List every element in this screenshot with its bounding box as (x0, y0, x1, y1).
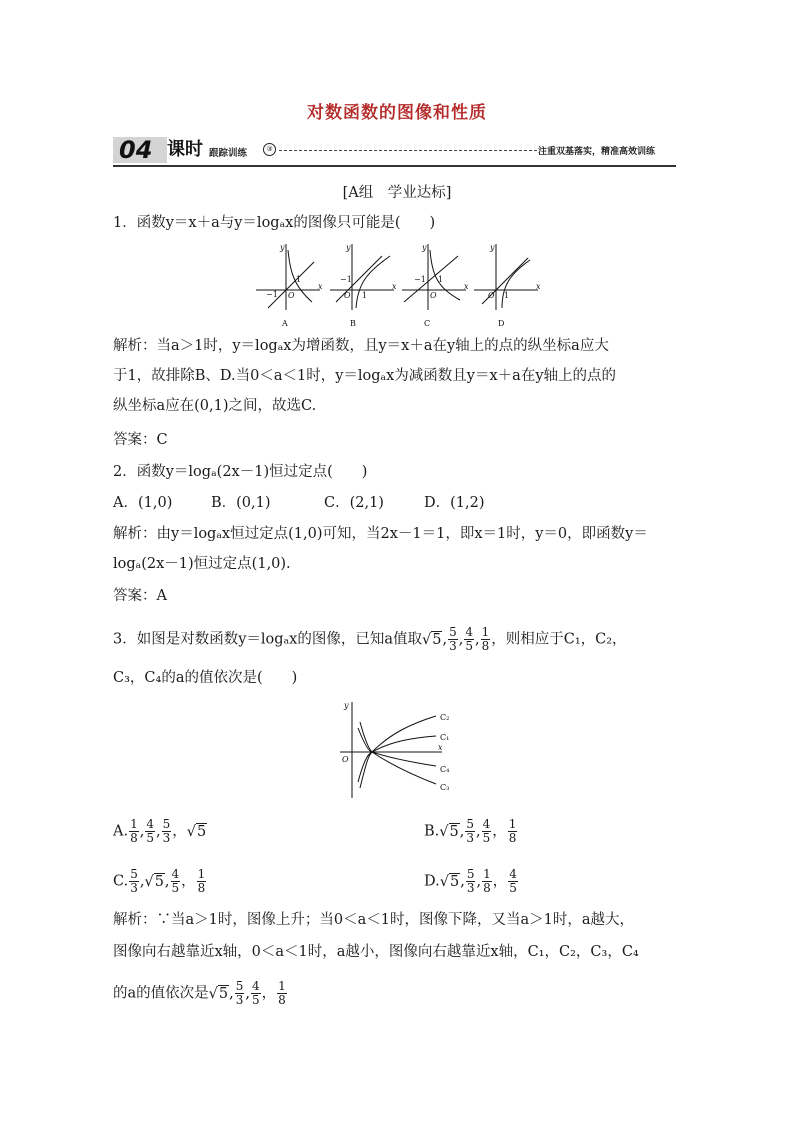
frac-4-5: $\frac{4}{5}$ (465, 625, 473, 653)
curve-c1 (360, 722, 436, 752)
svg-text:x: x (536, 282, 541, 291)
lesson-banner (113, 137, 676, 167)
q3-analysis-line1: 解析：∵当a＞1时，图像上升；当0＜a＜1时，图像下降，又当a＞1时，a越大， (113, 912, 634, 928)
q3-stem-after: ，则相应于C₁，C₂， (491, 631, 627, 648)
page-title: 对数函数的图像和性质 (307, 103, 487, 123)
frac-1-8: $\frac{1}{8}$ (481, 625, 490, 653)
q1-graphs (254, 242, 544, 330)
q3-option-b: B.√5, $\frac{5}{3}$ , $\frac{4}{5}$ ， $\frac{1}{8}$ (424, 817, 517, 845)
q3-option-d: D.√5, $\frac{5}{3}$ , $\frac{1}{8}$ ， $\frac{4}{5}$ (424, 867, 517, 895)
q1-analysis-line2: 于1，故排除B、D.当0＜a＜1时，y＝logₐx为减函数且y＝x＋a在y轴上的点的 (113, 368, 617, 384)
curve-label-c4: C₄ (440, 765, 450, 774)
q1-answer: 答案：C (113, 432, 168, 448)
q1-label-a: A (282, 319, 288, 328)
svg-text:y: y (346, 243, 351, 252)
svg-text:x: x (318, 282, 323, 291)
svg-text:y: y (280, 243, 285, 252)
svg-text:x: x (392, 282, 397, 291)
section-header: [A组 学业达标] (342, 185, 452, 201)
banner-underline (113, 165, 676, 167)
q2-option-a: A．(1,0) (113, 495, 173, 511)
q3-option-a: A. $\frac{1}{8}$ , $\frac{4}{5}$ , $\frac{5}{3}$ ，√5 (113, 817, 207, 845)
q2-option-d: D．(1,2) (424, 495, 485, 511)
q2-answer: 答案：A (113, 588, 167, 604)
q1-graph-b (330, 243, 397, 328)
q1-label-c: C (424, 319, 431, 328)
svg-text:O: O (344, 291, 351, 300)
curve-c3 (360, 752, 436, 788)
q2-stem: 2．函数y＝logₐ(2x－1)恒过定点( ) (113, 464, 368, 480)
lesson-number: 04 (113, 137, 167, 163)
curve-label-c2: C₂ (440, 713, 450, 722)
q1-graph-c (402, 243, 469, 328)
svg-text:−1: −1 (340, 275, 352, 284)
q3-graph (330, 698, 460, 802)
lesson-keshi-label: 课时 (167, 139, 203, 160)
q1-stem: 1．函数y＝x＋a与y＝logₐx的图像只可能是( ) (113, 215, 436, 231)
svg-text:y: y (490, 243, 495, 252)
circle-mark: ③ (263, 143, 276, 156)
q3-axis-y: y (344, 701, 349, 710)
svg-text:O: O (288, 291, 295, 300)
q1-graph-a (256, 243, 323, 328)
q1-label-b: B (350, 319, 356, 328)
svg-text:1: 1 (438, 275, 444, 284)
svg-text:−1: −1 (414, 275, 426, 284)
q3-option-c: C. $\frac{5}{3}$ ,√5, $\frac{4}{5}$ ， $\frac{1}{8}$ (113, 867, 206, 895)
svg-text:x: x (464, 282, 469, 291)
svg-text:O: O (488, 291, 495, 300)
q3-stem-line1: 3．如图是对数函数y＝logₐx的图像，已知a值取√5, $\frac{5}{3}$ , $\frac{4}{5}$ , $\frac{1}{8}$ ，则相应于C₁，C₂， (113, 625, 627, 653)
svg-text:O: O (430, 291, 437, 300)
curve-c2 (358, 716, 436, 752)
frac-5-3: $\frac{5}{3}$ (449, 625, 457, 653)
q3-stem-line2: C₃，C₄的a的值依次是( ) (113, 670, 298, 686)
curve-label-c3: C₃ (440, 783, 450, 792)
svg-text:1: 1 (362, 291, 368, 300)
svg-text:1: 1 (296, 275, 302, 284)
q3-origin: O (342, 755, 349, 764)
q1-analysis-line3: 纵坐标a应在(0,1)之间，故选C. (113, 398, 317, 414)
q1-graph-d (474, 243, 541, 328)
sqrt5: √5 (421, 631, 442, 648)
q3-axis-x: x (438, 743, 443, 752)
svg-text:−1: −1 (266, 290, 278, 299)
banner-dashed-line (279, 150, 537, 151)
q3-analysis-line2: 图像向右越靠近x轴，0＜a＜1时，a越小，图像向右越靠近x轴，C₁，C₂，C₃，C₄ (113, 944, 639, 960)
q2-option-b: B．(0,1) (211, 495, 271, 511)
banner-motto: 注重双基落实，精准高效训练 (538, 147, 656, 157)
lesson-subtitle: 跟踪训练 (209, 148, 248, 159)
q3-analysis-line3: 的a的值依次是√5, $\frac{5}{3}$ , $\frac{4}{5}$ ， $\frac{1}{8}$ (113, 979, 286, 1007)
q1-label-d: D (498, 319, 505, 328)
curve-label-c1: C₁ (440, 733, 450, 742)
q2-option-c: C．(2,1) (324, 495, 384, 511)
q2-analysis-line2: logₐ(2x－1)恒过定点(1,0). (113, 556, 291, 572)
q1-analysis-line1: 解析：当a＞1时，y＝logₐx为增函数，且y＝x＋a在y轴上的点的纵坐标a应大 (113, 338, 609, 354)
svg-text:y: y (422, 243, 427, 252)
q2-analysis-line1: 解析：由y＝logₐx恒过定点(1,0)可知，当2x－1＝1，即x＝1时，y＝0，即函数y＝ (113, 526, 648, 542)
svg-text:1: 1 (504, 291, 510, 300)
q3-stem-before: 3．如图是对数函数y＝logₐx的图像，已知a值取 (113, 631, 422, 648)
